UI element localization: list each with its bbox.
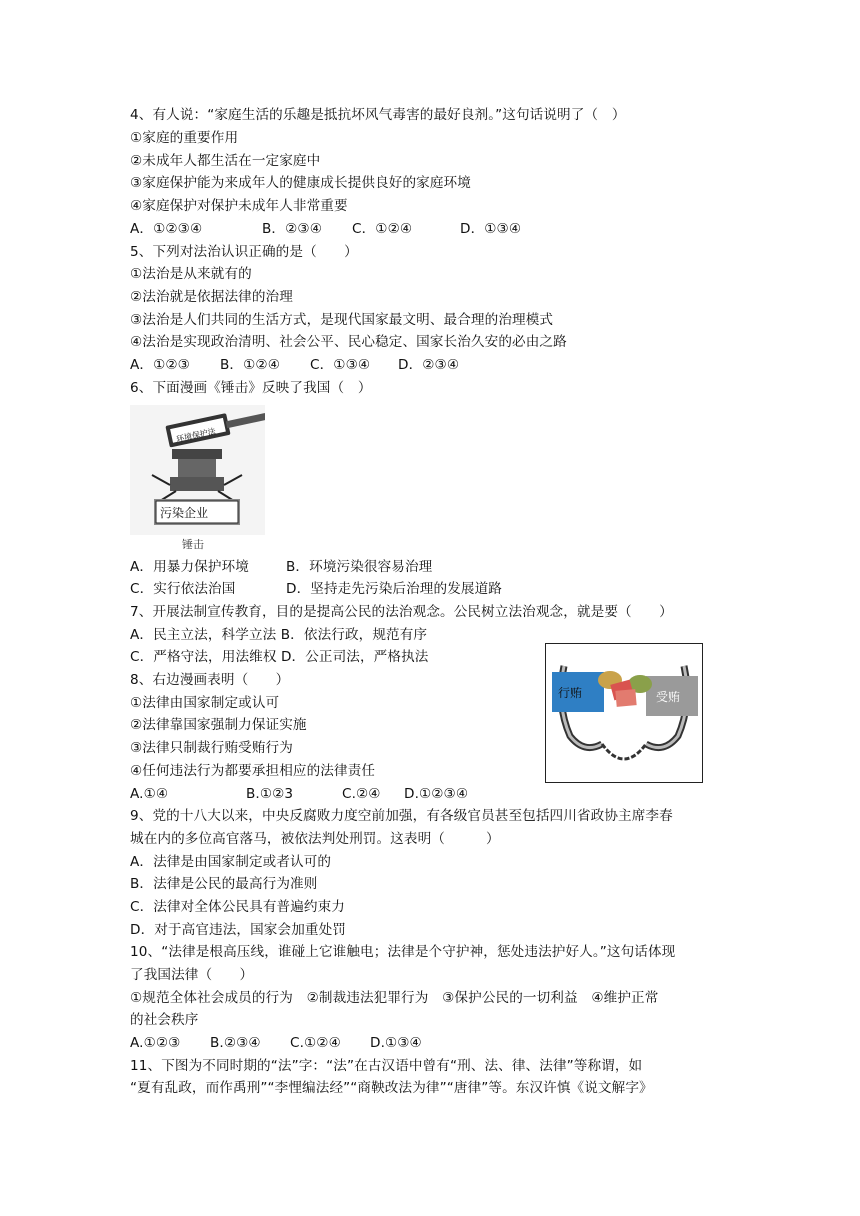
- q4-options: [130, 220, 521, 238]
- q5-option-c[interactable]: C．①③④: [310, 357, 371, 373]
- q10-option-a[interactable]: A.①②③: [130, 1035, 181, 1051]
- q11-line-2: “夏有乱政，而作禹刑”“李悝编法经”“商鞅改法为律”“唐律”等。东汉许慎《说文解字》: [130, 1080, 653, 1096]
- q8-option-c[interactable]: C.②④: [342, 786, 381, 802]
- q10-option-d[interactable]: D.①③④: [370, 1035, 422, 1051]
- q5-option-d[interactable]: D．②③④: [398, 357, 460, 373]
- q5-item-1: ①法治是从来就有的: [130, 266, 252, 282]
- q6-option-b[interactable]: B．环境污染很容易治理: [286, 559, 433, 575]
- hammer-text: 环境保护法: [175, 426, 217, 444]
- q6-options-row1: [130, 558, 432, 576]
- q8-item-4: ④任何违法行为都要承担相应的法律责任: [130, 763, 376, 779]
- q7-stem: 7、开展法制宣传教育，目的是提高公民的法治观念。公民树立法治观念，就是要（ ）: [130, 604, 673, 620]
- handcuffs-cartoon: [545, 643, 703, 783]
- q10-items-2: 的社会秩序: [130, 1012, 199, 1028]
- q4-item-4: ④家庭保护对保护未成年人非常重要: [130, 198, 348, 214]
- q8-item-3: ③法律只制裁行贿受贿行为: [130, 740, 293, 756]
- q4-option-b[interactable]: B．②③④: [262, 221, 322, 237]
- q10-items-1: ①规范全体社会成员的行为 ②制裁违法犯罪行为 ③保护公民的一切利益 ④维护正常: [130, 990, 659, 1006]
- q6-option-d[interactable]: D．坚持走先污染后治理的发展道路: [286, 581, 502, 597]
- q5-item-4: ④法治是实现政治清明、社会公平、民心稳定、国家长治久安的必由之路: [130, 334, 567, 350]
- q4-option-d[interactable]: D．①③④: [460, 221, 522, 237]
- q5-option-a[interactable]: A．①②③: [130, 357, 190, 373]
- q7-options-row1[interactable]: A．民主立法，科学立法 B．依法行政，规范有序: [130, 627, 428, 643]
- q8-stem: 8、右边漫画表明（ ）: [130, 672, 290, 688]
- q6-option-a[interactable]: A．用暴力保护环境: [130, 559, 249, 575]
- q6-options-row2: [130, 580, 502, 598]
- q10-option-c[interactable]: C.①②④: [290, 1035, 341, 1051]
- bribe-give-label: 行贿: [558, 686, 583, 700]
- base-text: 污染企业: [160, 506, 209, 520]
- q8-item-1: ①法律由国家制定或认可: [130, 695, 280, 711]
- q8-options: [130, 785, 468, 803]
- q8-item-2: ②法律靠国家强制力保证实施: [130, 717, 307, 733]
- q4-stem: 4、有人说：“家庭生活的乐趣是抵抗坏风气毒害的最好良剂。”这句话说明了（ ）: [130, 107, 626, 123]
- q6-stem: 6、下面漫画《锤击》反映了我国（ ）: [130, 380, 372, 396]
- q4-option-a[interactable]: A．①②③④: [130, 221, 203, 237]
- q9-option-c[interactable]: C．法律对全体公民具有普遍约束力: [130, 899, 345, 915]
- q8-option-d[interactable]: D.①②③④: [404, 786, 469, 802]
- q4-item-3: ③家庭保护能为来成年人的健康成长提供良好的家庭环境: [130, 175, 471, 191]
- q9-option-b[interactable]: B．法律是公民的最高行为准则: [130, 876, 318, 892]
- q8-option-b[interactable]: B.①②3: [246, 786, 294, 802]
- q5-item-3: ③法治是人们共同的生活方式，是现代国家最文明、最合理的治理模式: [130, 312, 554, 328]
- q5-stem: 5、下列对法治认识正确的是（ ）: [130, 244, 358, 260]
- q9-stem-1: 9、党的十八大以来，中央反腐败力度空前加强，有各级官员甚至包括四川省政协主席李春: [130, 808, 673, 824]
- cartoon-caption: 锤击: [182, 538, 204, 551]
- q4-item-2: ②未成年人都生活在一定家庭中: [130, 153, 321, 169]
- q10-option-b[interactable]: B.②③④: [210, 1035, 261, 1051]
- q11-line-1: 11、下图为不同时期的“法”字：“法”在古汉语中曾有“刑、法、律、法律”等称谓，如: [130, 1058, 643, 1074]
- q5-item-2: ②法治就是依据法律的治理: [130, 289, 293, 305]
- q8-option-a[interactable]: A.①④: [130, 786, 169, 802]
- q5-options: [130, 356, 459, 374]
- q7-options-row2[interactable]: C．严格守法，用法维权 D．公正司法，严格执法: [130, 649, 429, 665]
- q5-option-b[interactable]: B．①②④: [220, 357, 280, 373]
- q10-stem-1: 10、“法律是根高压线，谁碰上它谁触电；法律是个守护神，惩处违法护好人。”这句话体现: [130, 944, 676, 960]
- bribe-take-label: 受贿: [656, 690, 681, 704]
- q9-option-a[interactable]: A．法律是由国家制定或者认可的: [130, 854, 332, 870]
- q10-options: [130, 1034, 422, 1052]
- q10-stem-2: 了我国法律（ ）: [130, 967, 254, 983]
- q6-option-c[interactable]: C．实行依法治国: [130, 581, 236, 597]
- hammer-cartoon: [130, 405, 265, 553]
- q9-stem-2: 城在内的多位高官落马，被依法判处刑罚。这表明（ ）: [130, 831, 500, 847]
- q4-item-1: ①家庭的重要作用: [130, 130, 239, 146]
- q9-option-d[interactable]: D．对于高官违法，国家会加重处罚: [130, 922, 346, 938]
- q4-option-c[interactable]: C．①②④: [352, 221, 413, 237]
